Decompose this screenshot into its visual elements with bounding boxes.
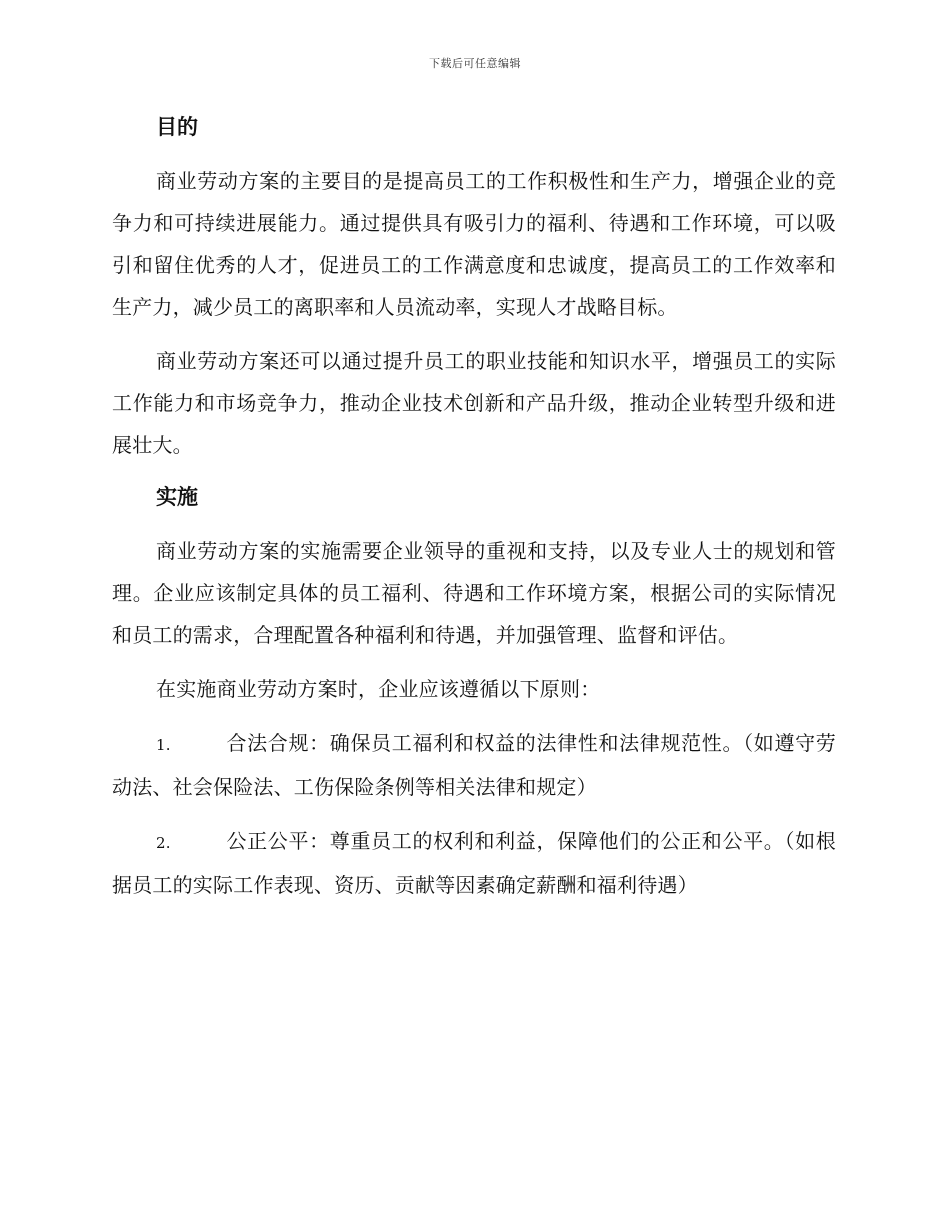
paragraph: 在实施商业劳动方案时，企业应该遵循以下原则： [156, 677, 601, 701]
section-heading-implementation: 实施 [156, 485, 198, 509]
list-text: 合法合规：确保员工福利和权益的法律性和法律规范性。（如遵守劳动法、社会保险法、工伤保险条例等相关法律和规定） [112, 731, 836, 799]
list-item [112, 820, 836, 906]
list-text: 公正公平：尊重员工的权利和利益，保障他们的公正和公平。（如根据员工的实际工作表现、资历、贡献等因素确定薪酬和福利待遇） [112, 829, 836, 897]
paragraph: 商业劳动方案还可以通过提升员工的职业技能和知识水平，增强员工的实际工作能力和市场竞争力，推动企业技术创新和产品升级，推动企业转型升级和进展壮大。 [112, 349, 836, 457]
list-number: 1. [156, 736, 171, 754]
list-item [112, 722, 836, 808]
section-heading-purpose: 目的 [156, 115, 198, 139]
document-body [112, 108, 836, 918]
list-number: 2. [156, 834, 171, 852]
paragraph: 商业劳动方案的实施需要企业领导的重视和支持，以及专业人士的规划和管理。企业应该制定具体的员工福利、待遇和工作环境方案，根据公司的实际情况和员工的需求，合理配置各种福利和待遇，并加强管理、监督和评估。 [112, 539, 836, 647]
paragraph: 商业劳动方案的主要目的是提高员工的工作积极性和生产力，增强企业的竞争力和可持续进展能力。通过提供具有吸引力的福利、待遇和工作环境，可以吸引和留住优秀的人才，促进员工的工作满意度和忠诚度，提高员工的工作效率和生产力，减少员工的离职率和人员流动率，实现人才战略目标。 [112, 169, 836, 319]
header-note: 下载后可任意编辑 [429, 57, 521, 70]
